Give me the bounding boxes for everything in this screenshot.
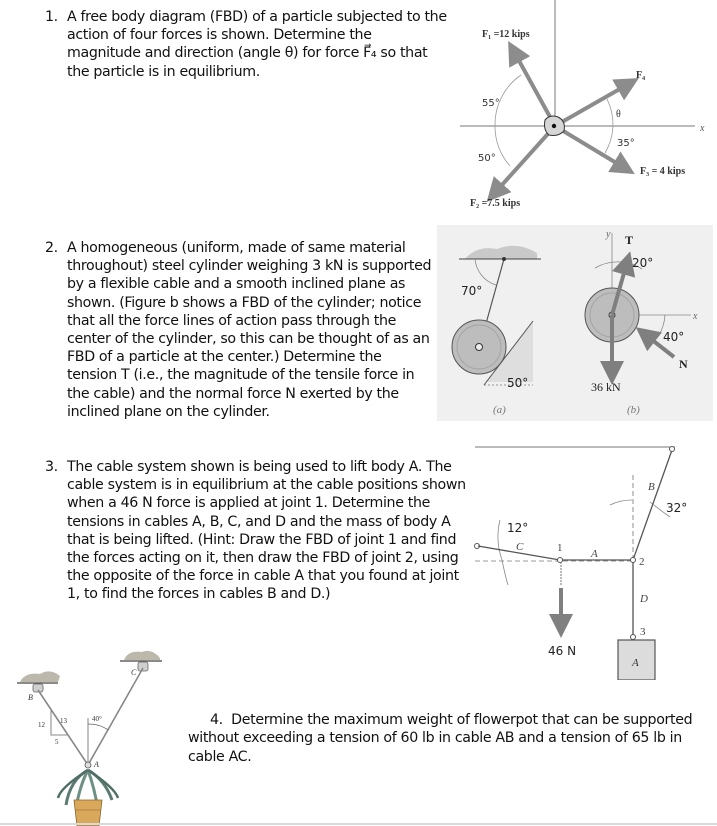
cable-C-label: C <box>516 541 524 553</box>
problem-number: 1. <box>45 9 58 25</box>
y-axis-label: y <box>606 229 611 240</box>
flowerpot-icon <box>58 770 118 826</box>
N-label: N <box>679 357 688 371</box>
point-A-label: A <box>94 760 99 769</box>
problem-number: 4. <box>210 712 223 728</box>
T-label: T <box>625 233 634 247</box>
plane-angle-label: 50° <box>507 376 529 390</box>
rise-label: 12 <box>38 721 45 729</box>
problem-text: The cable system shown is being used to lift body A. The cable system is in equilibrium at the cable positions shown when a 46 N force is applied at joint 1. Determine the tensions in cables A, B, C, and D and the mass of body A that is being lifted. (Hint: Draw the FBD of joint 1 and find the forces acting on it, then draw the FBD of joint 2, using the opposite of the force in cable A that you found at joint 1, to find the forces in cables B and D.) <box>67 459 466 603</box>
cable-B-label: B <box>648 481 655 493</box>
cable-angle-label: 70° <box>461 284 483 298</box>
applied-force-label: 46 N <box>548 644 577 658</box>
body-A-label: A <box>632 657 639 669</box>
angle-label: 40° <box>92 715 102 723</box>
run-label: 5 <box>55 738 59 746</box>
cable-A-label: A <box>591 548 598 560</box>
force-F1-arrow <box>512 48 555 126</box>
F2-angle: 50° <box>478 153 496 164</box>
caption-a: (a) <box>493 404 506 416</box>
point-B-label: B <box>28 693 33 702</box>
problem-4: 4. Determine the maximum weight of flowerpot that can be supported without exceeding a tension of 60 lb in cable AB and a tension of 65 lb in cable AC. <box>188 712 693 765</box>
theta-label: θ <box>616 109 621 120</box>
F1-angle: 55° <box>482 98 500 109</box>
joint-3-label: 3 <box>640 626 646 638</box>
F4-label: F₄ <box>636 70 646 81</box>
x-axis-label: x <box>693 311 698 322</box>
T-angle-label: 20° <box>632 256 654 270</box>
joint-1-label: 1 <box>557 542 563 554</box>
angle-B-label: 32° <box>666 501 688 515</box>
caption-b: (b) <box>627 404 640 416</box>
x-axis-label: x <box>700 123 705 134</box>
N-angle-label: 40° <box>663 330 685 344</box>
problem-number: 2. <box>45 240 58 256</box>
problem-text-line: 4. Determine the maximum weight of flowerpot that can be supported <box>210 712 693 728</box>
figure-flowerpot <box>0 640 200 826</box>
problem-text: A homogeneous (uniform, made of same material throughout) steel cylinder weighing 3 kN is supported by a flexible cable and a smooth inclined plane as shown. (Figure b shows a FBD of the cylinder; notice that all the force lines of action pass through the center of the cylinder, so this can be thought of as an FBD of a particle at the center.) Determine the tension T (i.e., the magnitude of the tensile force in the cable) and the normal force N exerted by the inclined plane on the cylinder. <box>67 240 432 420</box>
angle-C-label: 12° <box>507 521 529 535</box>
figure-force-diagram <box>450 0 717 220</box>
point-C-label: C <box>131 668 137 677</box>
figure-cable-system <box>470 430 717 680</box>
joint-2-label: 2 <box>639 556 645 568</box>
force-F2-arrow <box>492 126 555 196</box>
cable-D-label: D <box>640 593 648 605</box>
hyp-label: 13 <box>60 717 67 725</box>
figure-cylinder <box>437 225 713 421</box>
weight-label: 36 kN <box>591 380 621 394</box>
F3-label: F₃ = 4 kips <box>640 166 686 177</box>
F1-label: F₁ =12 kips <box>482 29 530 40</box>
F2-label: F₂ =7.5 kips <box>470 198 521 209</box>
problem-text: A free body diagram (FBD) of a particle subjected to the action of four forces is shown. Determine the magnitude and direction (angle θ) for force F⃗₄ so that the particle is in equilibrium. <box>67 9 447 80</box>
F3-angle: 35° <box>617 138 635 149</box>
problem-number: 3. <box>45 459 58 475</box>
page-bottom-border <box>0 823 717 825</box>
